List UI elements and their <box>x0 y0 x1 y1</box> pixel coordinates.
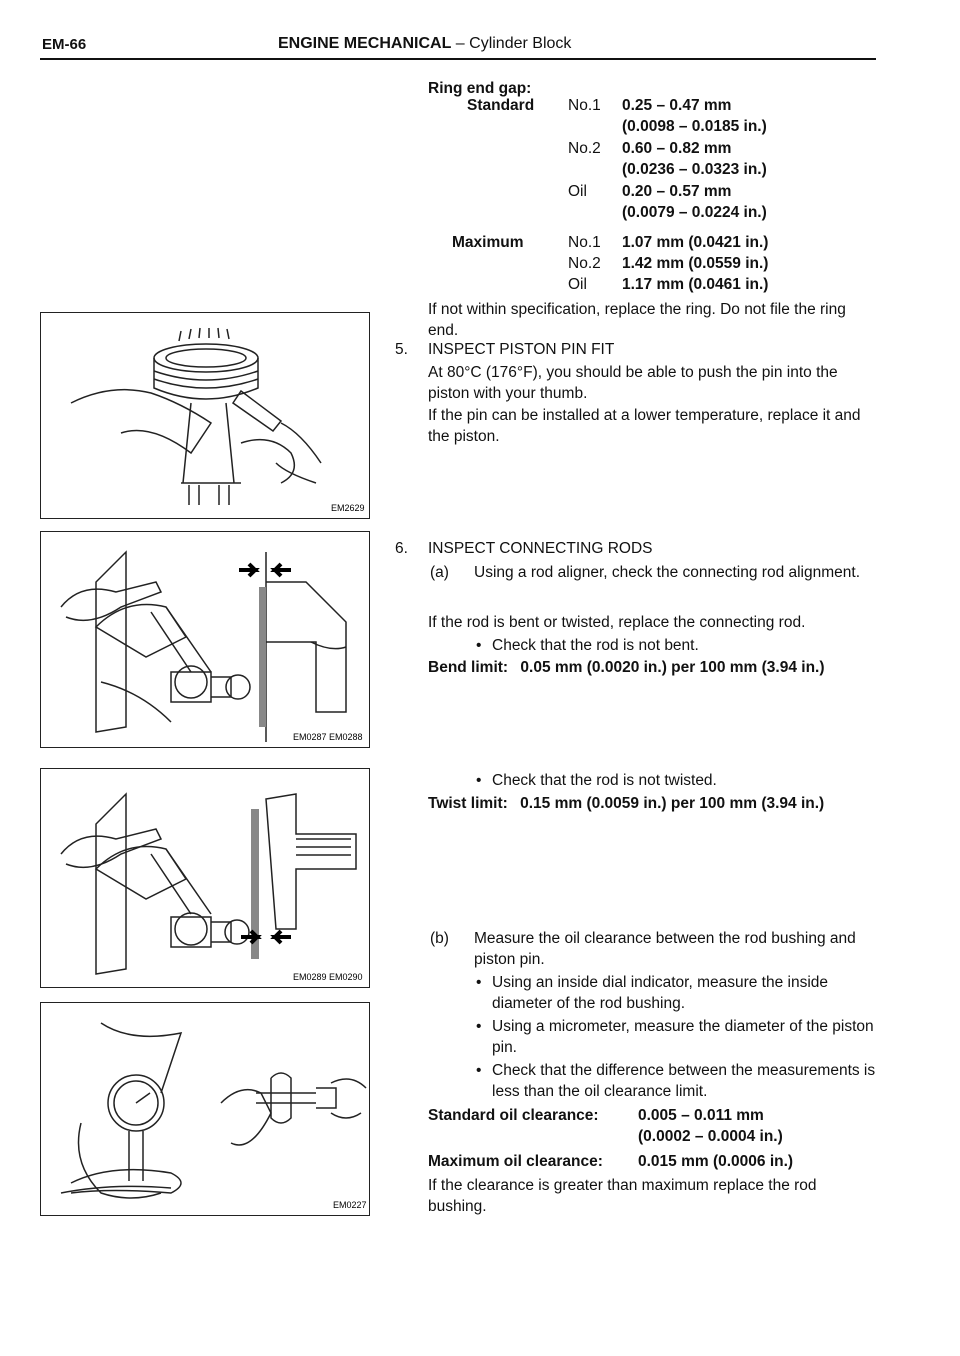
std-no1-in: (0.0098 – 0.0185 in.) <box>622 118 767 135</box>
fig1-code: EM2629 <box>331 503 365 513</box>
std-no2-in: (0.0236 – 0.0323 in.) <box>622 161 767 178</box>
dial-indicator-micrometer-illustration <box>41 1003 369 1215</box>
fig4-code: EM0227 <box>333 1200 367 1210</box>
figure-rod-twist-check <box>40 768 370 988</box>
section-title: ENGINE MECHANICAL <box>278 35 452 52</box>
max-ring-oil: Oil <box>568 276 587 293</box>
bullet-micrometer: • Using a micrometer, measure the diameter of the piston pin. <box>492 1016 876 1058</box>
fig3-code: EM0289 EM0290 <box>293 972 363 982</box>
step6b-text: Measure the oil clearance between the rod bushing and piston pin. <box>474 930 856 968</box>
standard-label: Standard <box>467 97 535 114</box>
twist-limit-value: 0.15 mm (0.0059 in.) per 100 mm (3.94 in.) <box>520 795 825 812</box>
fig2-code: EM0287 EM0288 <box>293 732 363 742</box>
std-clearance-in: (0.0002 – 0.0004 in.) <box>638 1128 783 1145</box>
step6a-text: Using a rod aligner, check the connecting rod alignment. <box>474 564 861 581</box>
step5-number: 5. <box>395 341 408 358</box>
step6a-note: If the rod is bent or twisted, replace the connecting rod. <box>428 614 806 631</box>
bend-limit-line <box>428 657 825 678</box>
bullet-not-twisted: • Check that the rod is not twisted. <box>492 770 717 791</box>
figure-piston-pin-fit <box>40 312 370 519</box>
std-no2-mm: 0.60 – 0.82 mm <box>622 140 732 157</box>
subsection-title: – Cylinder Block <box>455 35 572 52</box>
std-ring-no2: No.2 <box>568 140 601 157</box>
piston-pin-illustration <box>41 313 369 518</box>
step6a-label: (a) <box>430 564 449 581</box>
std-clearance-mm: 0.005 – 0.011 mm <box>638 1107 764 1124</box>
bullet-not-bent: • Check that the rod is not bent. <box>492 635 699 656</box>
step5-para1: At 80°C (176°F), you should be able to push the pin into the piston with your thumb. <box>428 364 838 402</box>
ring-gap-title: Ring end gap: <box>428 80 532 97</box>
step6-number: 6. <box>395 540 408 557</box>
std-clearance-label: Standard oil clearance: <box>428 1107 599 1124</box>
twist-limit-label: Twist limit: <box>428 795 508 812</box>
twist-limit-line <box>428 793 824 814</box>
rod-aligner-bend-illustration <box>41 532 369 747</box>
max-oil-value: 1.17 mm (0.0461 in.) <box>622 276 769 293</box>
step5-para2: If the pin can be installed at a lower temperature, replace it and the piston. <box>428 407 861 445</box>
page-number: EM-66 <box>42 36 87 53</box>
header-rule <box>40 58 876 60</box>
rod-aligner-twist-illustration <box>41 769 369 987</box>
std-ring-oil: Oil <box>568 183 587 200</box>
bullet-difference: • Check that the difference between the measurements is less than the oil clearance limit. <box>492 1060 876 1102</box>
max-no2-value: 1.42 mm (0.0559 in.) <box>622 255 769 272</box>
std-ring-no1: No.1 <box>568 97 601 114</box>
std-no1-mm: 0.25 – 0.47 mm <box>622 97 732 114</box>
step5-title: INSPECT PISTON PIN FIT <box>428 341 615 358</box>
std-oil-mm: 0.20 – 0.57 mm <box>622 183 732 200</box>
max-clearance-label: Maximum oil clearance: <box>428 1153 603 1170</box>
ring-gap-note: If not within specification, replace the ring. Do not file the ring end. <box>428 301 846 339</box>
figure-oil-clearance-measure <box>40 1002 370 1216</box>
figure-rod-bend-check <box>40 531 370 748</box>
step6-title: INSPECT CONNECTING RODS <box>428 540 653 557</box>
max-ring-no1: No.1 <box>568 234 601 251</box>
maximum-label: Maximum <box>452 234 524 251</box>
max-no1-value: 1.07 mm (0.0421 in.) <box>622 234 769 251</box>
clearance-final-note: If the clearance is greater than maximum replace the rod bushing. <box>428 1177 817 1215</box>
page-header-title <box>278 35 571 53</box>
bend-limit-value: 0.05 mm (0.0020 in.) per 100 mm (3.94 in.) <box>520 659 825 676</box>
max-clearance-value: 0.015 mm (0.0006 in.) <box>638 1153 794 1170</box>
step6b-label: (b) <box>430 930 449 947</box>
bend-limit-label: Bend limit: <box>428 659 509 676</box>
max-ring-no2: No.2 <box>568 255 601 272</box>
bullet-inside-dial: • Using an inside dial indicator, measure the inside diameter of the rod bushing. <box>492 972 876 1014</box>
std-oil-in: (0.0079 – 0.0224 in.) <box>622 204 767 221</box>
